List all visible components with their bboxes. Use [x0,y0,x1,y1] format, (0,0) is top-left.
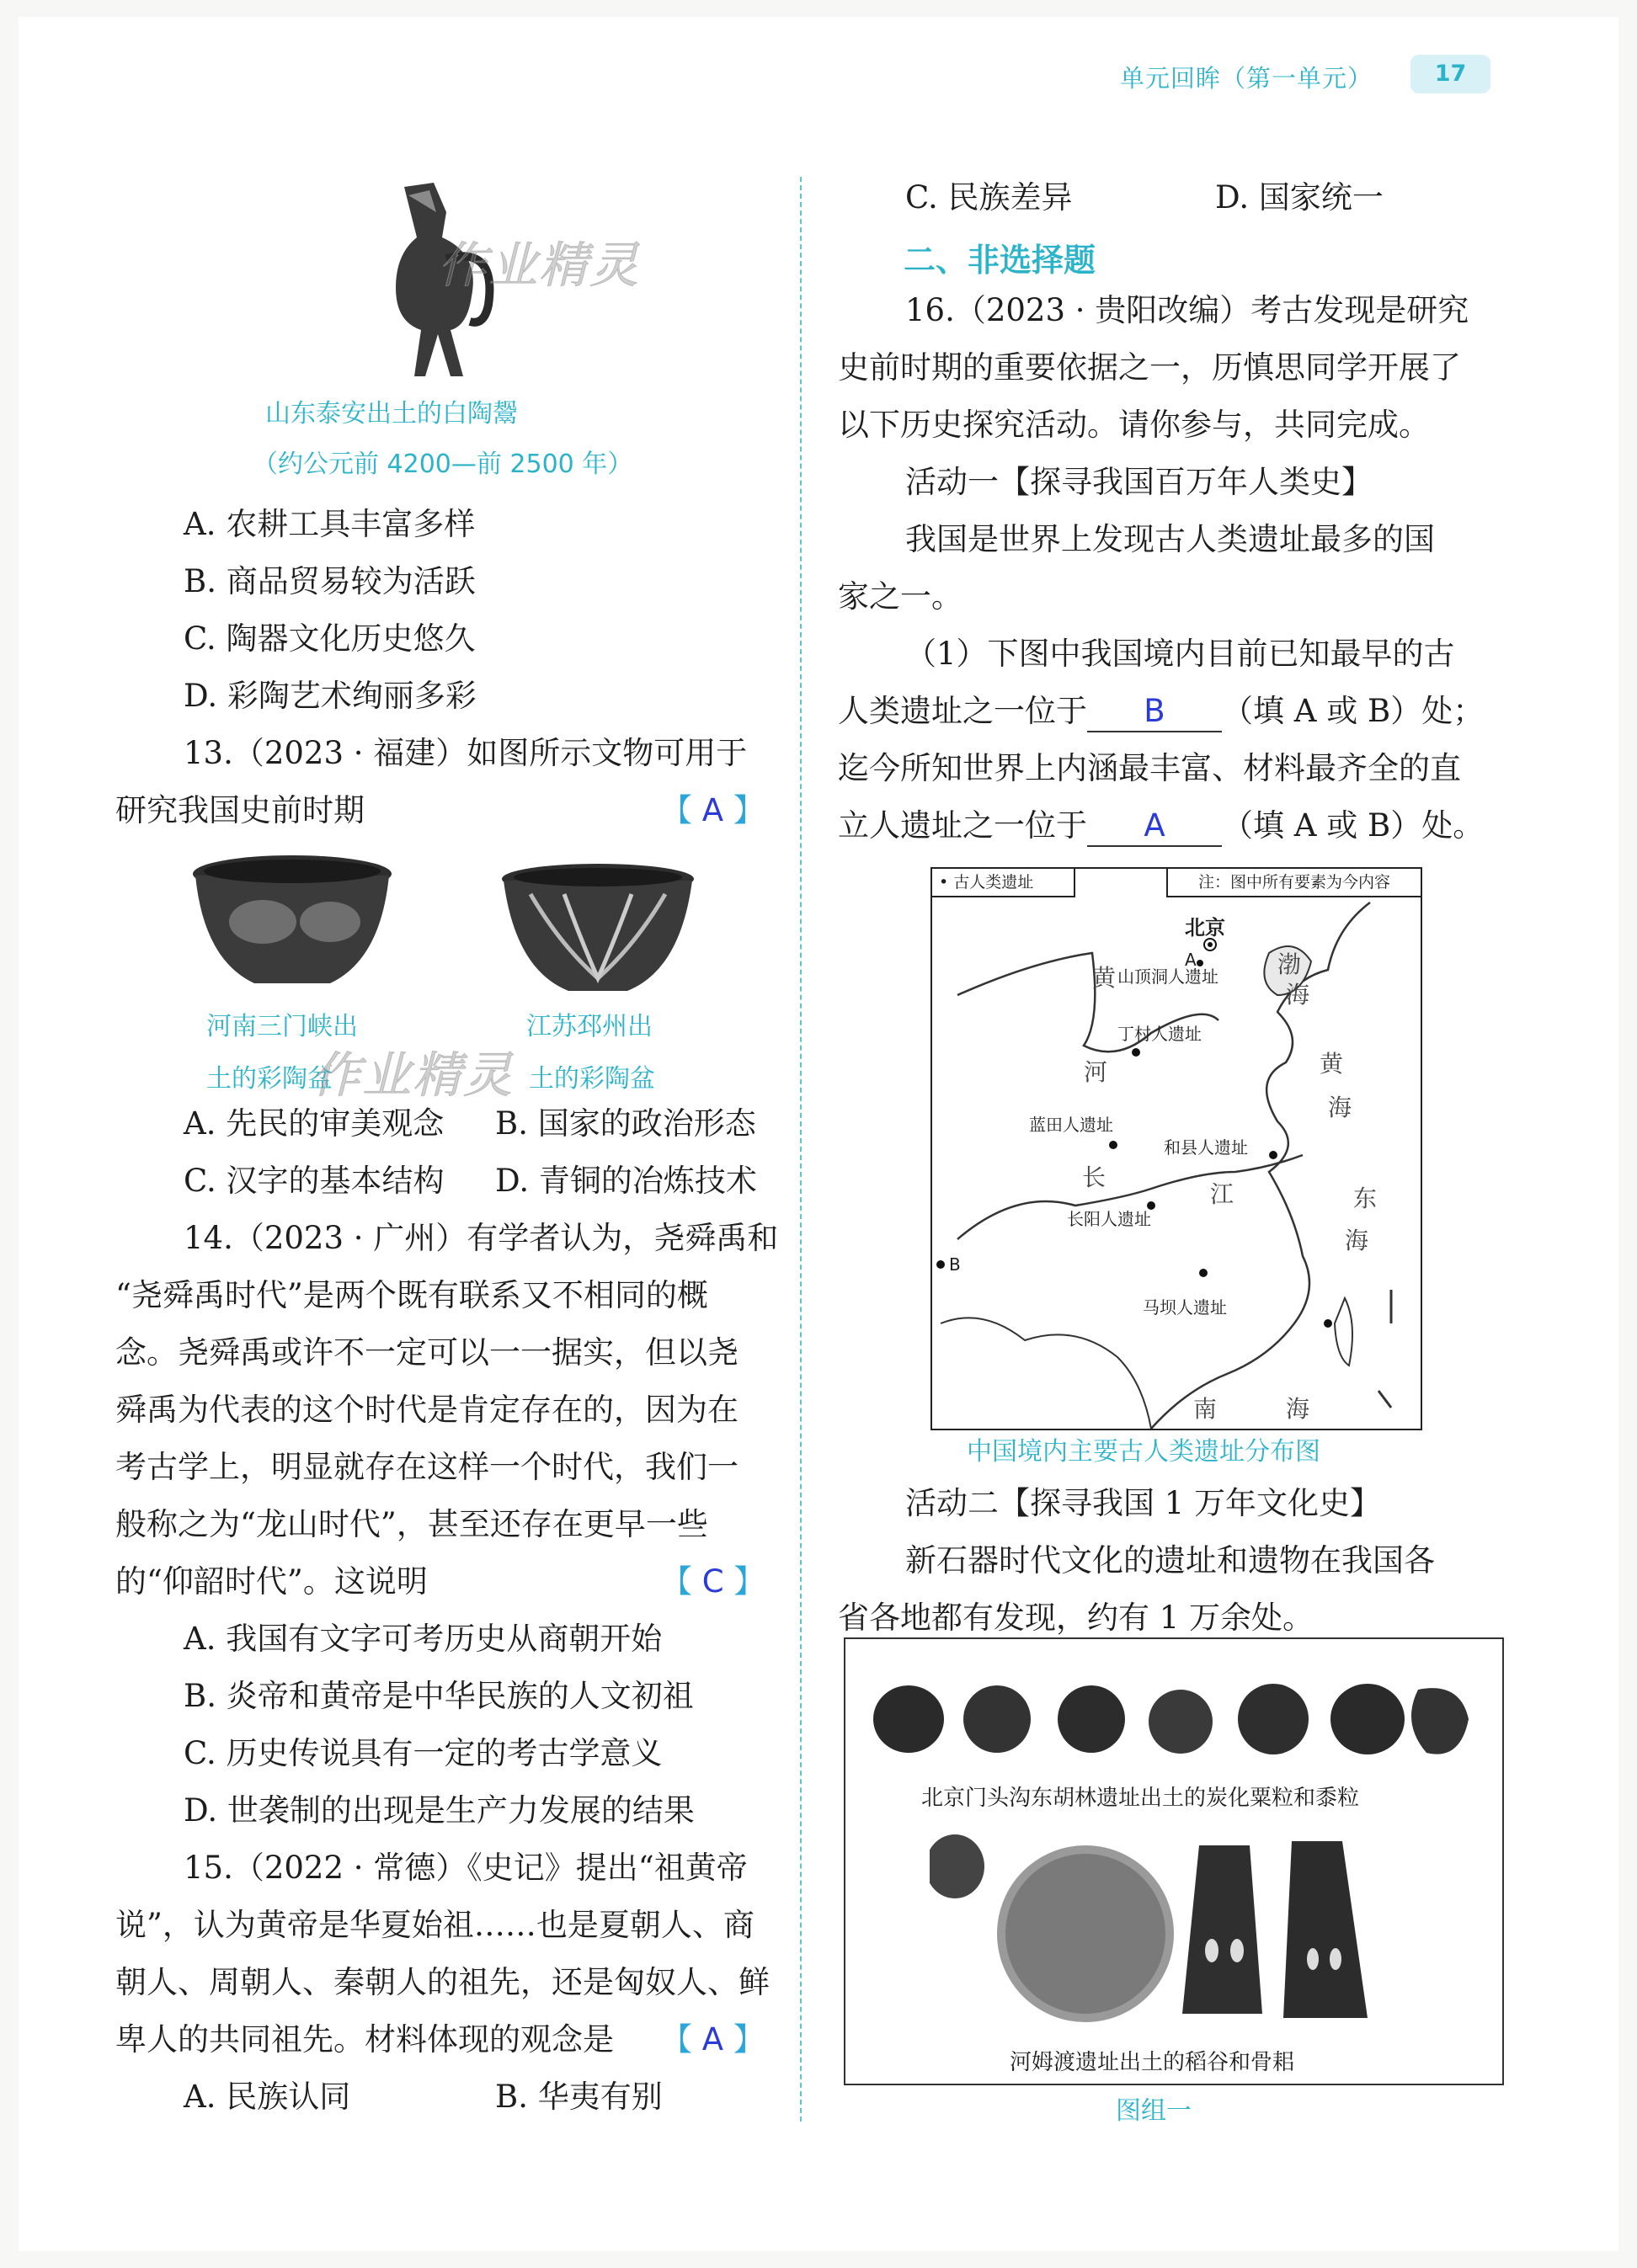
map-sea-dong-2: 海 [1345,1227,1369,1254]
q14-option-b: B. 炎帝和黄帝是中华民族的人文初祖 [184,1678,694,1714]
painted-basin-jiangsu-image [497,860,699,995]
q15-option-d: D. 国家统一 [1215,179,1384,216]
figure-caption: 图组一 [1116,2096,1192,2126]
q14-stem-5: 考古学上，明显就存在这样一个时代，我们一 [115,1449,739,1485]
activity2-text-2: 省各地都有发现，约有 1 万余处。 [838,1600,1314,1636]
map-site-changyang: 长阳人遗址 [1067,1209,1151,1229]
q15-option-b: B. 华夷有别 [495,2079,663,2115]
page-header [1120,55,1507,100]
q14-stem-4: 舜禹为代表的这个时代是肯定存在的，因为在 [115,1392,739,1428]
sub1-line-4-prefix: 立人遗址之一位于 [838,807,1087,844]
map-site-maba: 马坝人遗址 [1143,1297,1227,1318]
q14-option-a: A. 我国有文字可考历史从商朝开始 [184,1621,663,1657]
basin-jiangsu-caption-2: 土的彩陶盆 [529,1064,655,1094]
q15-answer-bracket: 【 A 】 [661,2021,765,2058]
section-title: 二、非选择题 [904,242,1096,279]
map-caption: 中国境内主要古人类遗址分布图 [967,1437,1320,1467]
map-sea-bohai-1: 渤 [1277,950,1302,978]
q14-answer-bracket: 【 C 】 [661,1563,765,1600]
sub1-line-1: （1）下图中我国境内目前已知最早的古 [905,636,1455,672]
map-sea-huang-1: 黄 [1320,1050,1344,1078]
map-site-dingcun: 丁村人遗址 [1117,1024,1202,1044]
map-river-chang-1: 长 [1082,1163,1106,1191]
q13-option-b: B. 国家的政治形态 [495,1105,756,1142]
q15-option-a: A. 民族认同 [184,2079,351,2115]
column-divider [800,177,802,2122]
map-site-shandingdong: 山顶洞人遗址 [1117,966,1218,987]
q15-stem-3: 朝人、周朝人、秦朝人的祖先，还是匈奴人、鲜 [115,1964,770,2000]
map-point-a: A [1185,950,1197,970]
map-river-huang-1: 黄 [1092,964,1117,992]
q14-stem-7: 的“仰韶时代”。这说明 [115,1563,428,1600]
q12-option-d: D. 彩陶艺术绚丽多彩 [184,678,477,714]
q15-stem-2: 说”，认为黄帝是华夏始祖……也是夏朝人、商 [115,1907,755,1943]
sub1-blank-2: A [1087,807,1222,847]
q15-answer: A [701,2021,724,2058]
q13-option-d: D. 青铜的冶炼技术 [495,1163,757,1199]
sub1-line-4-suffix: （填 A 或 B）处。 [1222,807,1485,844]
q13-option-a: A. 先民的审美观念 [184,1105,445,1142]
page-number: 17 [1410,55,1490,93]
sub1-line-3: 迄今所知世界上内涵最丰富、材料最齐全的直 [838,750,1461,786]
basin-henan-caption-2: 土的彩陶盆 [206,1064,333,1094]
map-site-hexian: 和县人遗址 [1164,1137,1248,1158]
q15-stem-1: 15.（2022 · 常德）《史记》提出“祖黄帝 [184,1850,748,1886]
map-legend: • 古人类遗址 [932,869,1075,897]
activity1-text-1: 我国是世界上发现古人类遗址最多的国 [905,521,1435,557]
q14-option-d: D. 世袭制的出现是生产力发展的结果 [184,1792,695,1829]
q14-stem-3: 念。尧舜禹或许不一定可以一一据实，但以尧 [115,1334,739,1371]
watermark: 作业精灵 [438,237,641,294]
activity1-title: 活动一【探寻我国百万年人类史】 [905,464,1373,500]
map-sea-dong-1: 东 [1353,1185,1378,1212]
sub1-line-2 [838,692,1484,732]
rice-bone-photo [930,1833,1401,2026]
sub1-line-2-prefix: 人类遗址之一位于 [838,693,1087,729]
q14-answer: C [701,1563,724,1600]
activity2-title: 活动二【探寻我国 1 万年文化史】 [905,1485,1382,1521]
q12-option-b: B. 商品贸易较为活跃 [184,563,476,599]
basin-henan-caption-1: 河南三门峡出 [206,1012,358,1041]
map-river-huang-2: 河 [1084,1058,1108,1086]
figure-group-one [844,1637,1504,2085]
map-sea-nan-1: 南 [1193,1395,1218,1423]
q14-option-c: C. 历史传说具有一定的考古学意义 [184,1735,663,1771]
q15-option-c: C. 民族差异 [905,179,1073,216]
pottery-gui-caption: 山东泰安出土的白陶鬶 [265,399,518,429]
q16-stem-1: 16.（2023 · 贵阳改编）考古发现是研究 [905,292,1469,328]
map-beijing: 北京 [1185,916,1225,940]
sub1-blank-1: B [1087,692,1222,732]
rice-bone-caption: 河姆渡遗址出土的稻谷和骨耜 [1010,2050,1295,2075]
grains-caption: 北京门头沟东胡林遗址出土的炭化粟粒和黍粒 [921,1786,1360,1811]
q13-answer: A [701,792,724,828]
pottery-gui-date: （约公元前 4200—前 2500 年） [253,450,633,479]
q13-option-c: C. 汉字的基本结构 [184,1163,445,1199]
map-sea-bohai-2: 海 [1286,981,1310,1009]
map-river-chang-2: 江 [1210,1180,1234,1208]
q14-stem-6: 般称之为“龙山时代”，甚至还存在更早一些 [115,1506,708,1542]
q12-option-a: A. 农耕工具丰富多样 [184,506,476,542]
map-site-lantian: 蓝田人遗址 [1029,1115,1113,1135]
map-sea-nan-2: 海 [1286,1395,1310,1423]
unit-title: 单元回眸（第一单元） [1120,64,1373,93]
q14-stem-2: “尧舜禹时代”是两个既有联系又不相同的概 [115,1277,708,1313]
sub1-line-4 [838,807,1484,847]
watermark: 作业精灵 [312,1046,515,1104]
q15-stem-4: 卑人的共同祖先。材料体现的观念是 [115,2021,614,2058]
q16-stem-2: 史前时期的重要依据之一，历慎思同学开展了 [838,349,1461,386]
q12-option-c: C. 陶器文化历史悠久 [184,620,476,657]
activity1-text-2: 家之一。 [838,578,962,615]
q14-stem-1: 14.（2023 · 广州）有学者认为，尧舜禹和 [184,1220,779,1256]
map-note: 注：图中所有要素为今内容 [1166,869,1421,897]
basin-jiangsu-caption-1: 江苏邳州出 [526,1012,653,1041]
q13-stem-2: 研究我国史前时期 [115,792,365,828]
map-sea-huang-2: 海 [1328,1094,1352,1121]
map-point-b: B [949,1254,961,1275]
sub1-line-2-suffix: （填 A 或 B）处； [1222,693,1485,729]
painted-basin-henan-image [187,850,397,989]
q13-stem-1: 13.（2023 · 福建）如图所示文物可用于 [184,735,748,771]
q16-stem-3: 以下历史探究活动。请你参与，共同完成。 [838,407,1430,443]
activity2-text-1: 新石器时代文化的遗址和遗物在我国各 [905,1542,1435,1579]
q13-answer-bracket: 【 A 】 [661,792,765,828]
ancient-sites-map [930,867,1422,1430]
grains-photo [871,1673,1477,1765]
